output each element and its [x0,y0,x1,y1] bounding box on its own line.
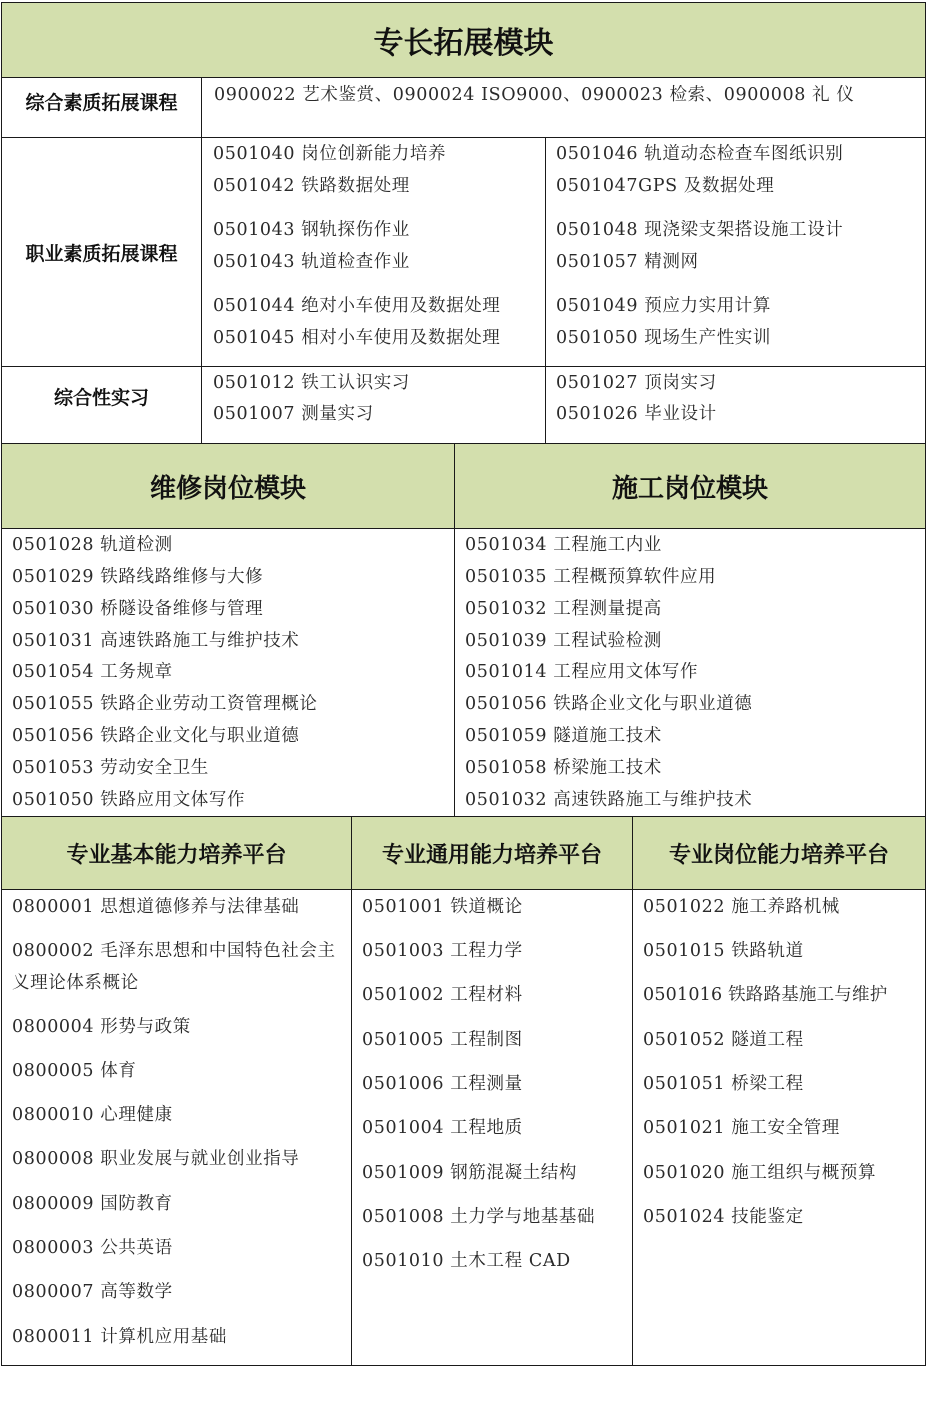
list-item: 0501049 预应力实用计算 [556,296,772,316]
list-item: 0501028 轨道检测 [12,535,173,555]
list-item: 0501026 毕业设计 [556,404,717,424]
list-item: 0501056 铁路企业文化与职业道德 [465,694,753,714]
maintenance-module-title: 维修岗位模块 [149,473,306,504]
list-item: 0501048 现浇梁支架搭设施工设计 [556,220,844,240]
list-item: 0501020 施工组织与概预算 [643,1163,877,1183]
list-item: 0501010 土木工程 CAD [362,1251,571,1271]
list-item: 0501050 现场生产性实训 [556,328,772,348]
list-item: 0800003 公共英语 [12,1238,173,1258]
list-item: 0501012 铁工认识实习 [213,373,410,393]
list-item: 0501043 轨道检查作业 [213,252,410,272]
list-item: 0501022 施工养路机械 [643,897,840,917]
basic-platform-header [1,816,352,890]
maintenance-module-header [1,443,455,529]
practice-right-cell [545,366,926,444]
list-item: 0501053 劳动安全卫生 [12,758,209,778]
list-item: 0501008 土力学与地基基础 [362,1207,596,1227]
list-item: 0800009 国防教育 [12,1194,173,1214]
list-item: 0501056 铁路企业文化与职业道德 [12,726,300,746]
list-item: 0501047GPS 及数据处理 [556,176,775,196]
general-platform-header [351,816,633,890]
basic-platform-title: 专业基本能力培养平台 [66,842,287,868]
practice-left-cell [201,366,546,444]
practice-label: 综合性实习 [53,387,149,409]
professional-label-cell [1,137,202,367]
list-item: 0501009 钢筋混凝土结构 [362,1163,578,1183]
professional-left-cell [201,137,546,367]
list-item: 0501001 铁道概论 [362,897,523,917]
list-item: 0800002 毛泽东思想和中国特色社会主义理论体系概论 [12,941,336,993]
list-item: 0501039 工程试验检测 [465,631,662,651]
practice-label-cell [1,366,202,444]
list-item: 0501057 精测网 [556,252,699,272]
list-item: 0800004 形势与政策 [12,1017,191,1037]
post-platform-title: 专业岗位能力培养平台 [668,842,889,868]
specialty-module-header [1,2,926,78]
list-item: 0501021 施工安全管理 [643,1118,840,1138]
list-item: 0501015 铁路轨道 [643,941,804,961]
list-item: 0501016 铁路路基施工与维护 [643,985,888,1005]
list-item: 0501045 相对小车使用及数据处理 [213,328,501,348]
list-item: 0501059 隧道施工技术 [465,726,662,746]
general-course-list [351,889,633,1366]
list-item: 0501055 铁路企业劳动工资管理概论 [12,694,318,714]
list-item: 0501052 隧道工程 [643,1030,804,1050]
list-item: 0800005 体育 [12,1061,137,1081]
list-item: 0800011 计算机应用基础 [12,1327,228,1347]
list-item: 0501054 工务规章 [12,662,173,682]
list-item: 0501004 工程地质 [362,1118,523,1138]
comprehensive-courses-cell [201,77,926,138]
professional-right-cell [545,137,926,367]
list-item: 0501050 铁路应用文体写作 [12,790,246,810]
list-item: 0501042 铁路数据处理 [213,176,410,196]
list-item: 0501006 工程测量 [362,1074,523,1094]
professional-label: 职业素质拓展课程 [25,242,178,265]
general-platform-title: 专业通用能力培养平台 [381,842,602,868]
post-platform-header [632,816,926,890]
list-item: 0800007 高等数学 [12,1282,173,1302]
list-item: 0501007 测量实习 [213,404,374,424]
list-item: 0501035 工程概预算软件应用 [465,567,717,587]
maintenance-course-list [1,528,455,817]
comprehensive-courses: 0900022 艺术鉴赏、0900024 ISO9000、0900023 检索、0900008 礼 仪 [214,85,855,105]
list-item: 0501027 顶岗实习 [556,373,717,393]
comprehensive-label: 综合素质拓展课程 [25,92,178,114]
list-item: 0501040 岗位创新能力培养 [213,144,447,164]
list-item: 0501032 工程测量提高 [465,599,662,619]
comprehensive-label-cell [1,77,202,138]
list-item: 0501003 工程力学 [362,941,523,961]
construction-module-header [454,443,926,529]
list-item: 0501005 工程制图 [362,1030,523,1050]
list-item: 0501024 技能鉴定 [643,1207,804,1227]
basic-course-list [1,889,352,1366]
list-item: 0501058 桥梁施工技术 [465,758,662,778]
list-item: 0501051 桥梁工程 [643,1074,804,1094]
list-item: 0501030 桥隧设备维修与管理 [12,599,264,619]
list-item: 0800010 心理健康 [12,1105,173,1125]
list-item: 0800001 思想道德修养与法律基础 [12,897,300,917]
list-item: 0501034 工程施工内业 [465,535,662,555]
list-item: 0501032 高速铁路施工与维护技术 [465,790,753,810]
construction-course-list [454,528,926,817]
list-item: 0501031 高速铁路施工与维护技术 [12,631,300,651]
list-item: 0501043 钢轨探伤作业 [213,220,410,240]
list-item: 0501014 工程应用文体写作 [465,662,699,682]
list-item: 0800008 职业发展与就业创业指导 [12,1149,300,1169]
list-item: 0501029 铁路线路维修与大修 [12,567,264,587]
list-item: 0501044 绝对小车使用及数据处理 [213,296,501,316]
specialty-module-title: 专长拓展模块 [373,26,554,61]
post-course-list [632,889,926,1366]
list-item: 0501046 轨道动态检查车图纸识别 [556,144,844,164]
construction-module-title: 施工岗位模块 [611,473,768,504]
list-item: 0501002 工程材料 [362,985,523,1005]
